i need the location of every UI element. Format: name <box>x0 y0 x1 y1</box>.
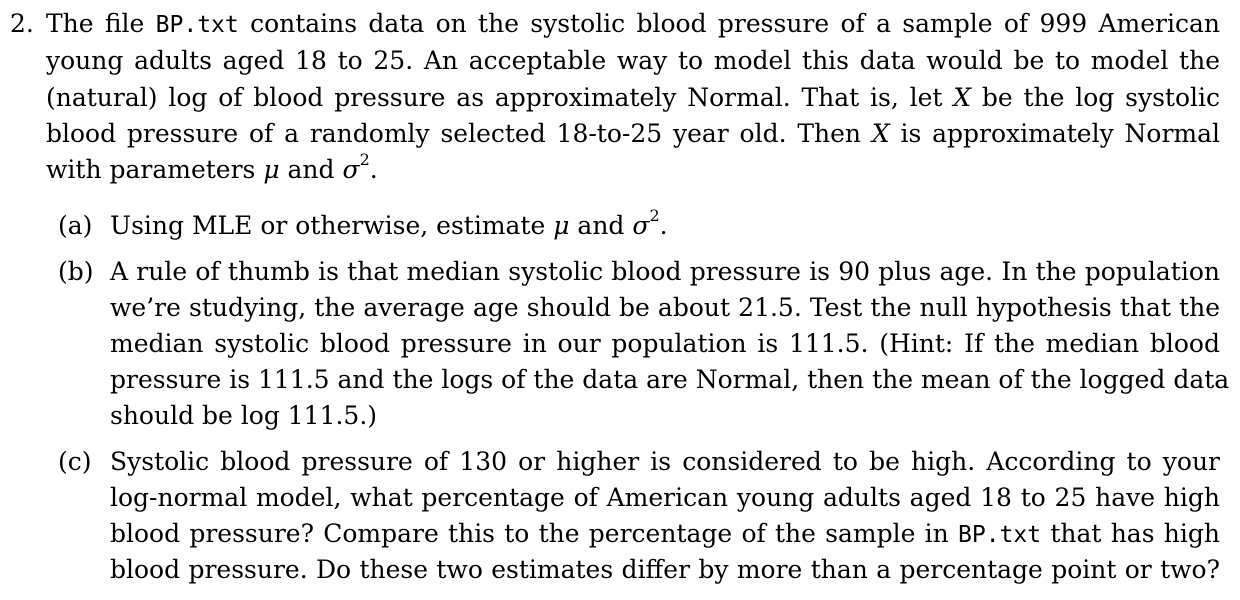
problem-line-2: young adults aged 18 to 25. An acceptable way to model this data would be to model the <box>46 46 1220 75</box>
text-run: The file <box>46 9 156 38</box>
part-b-line-2: we’re studying, the average age should be about 21.5. Test the null hypothesis that the <box>110 293 1220 322</box>
part-c-line-2: log-normal model, what percentage of American young adults aged 18 to 25 have high <box>110 483 1220 512</box>
problem-line-3 <box>46 80 1220 116</box>
part-b-label: (b) <box>58 257 94 286</box>
text-run: and <box>569 211 633 240</box>
part-b-line-3: median systolic blood pressure in our population is 111.5. (Hint: If the median blood <box>110 329 1220 358</box>
text-run: blood pressure of a randomly selected 18-to-25 year old. Then <box>46 119 872 148</box>
variable-x: X <box>953 83 972 112</box>
sigma-symbol: σ <box>632 211 650 240</box>
part-b-line-1: A rule of thumb is that median systolic blood pressure is 90 plus age. In the population <box>110 257 1220 286</box>
text-run: . <box>659 211 668 240</box>
part-b-line-5: should be log 111.5.) <box>110 401 378 430</box>
problem-number: 2. <box>10 9 34 38</box>
part-a-label: (a) <box>58 211 93 240</box>
filename-code: BP.txt <box>155 12 239 38</box>
text-run: and <box>279 155 343 184</box>
part-c-line-1: Systolic blood pressure of 130 or higher is considered to be high. According to your <box>110 447 1220 476</box>
mu-symbol: μ <box>263 155 280 184</box>
exponent: 2 <box>359 149 370 169</box>
part-b-line-4: pressure is 111.5 and the logs of the data are Normal, then the mean of the logged data <box>110 365 1230 394</box>
part-c-line-3 <box>110 516 1220 552</box>
exponent: 2 <box>649 205 660 225</box>
text-run: that has high <box>1041 519 1220 548</box>
variable-x: X <box>871 119 890 148</box>
text-run: blood pressure? Compare this to the percentage of the sample in <box>110 519 959 548</box>
text-run: contains data on the systolic blood pressure of a sample of 999 American <box>238 9 1221 38</box>
part-a-text <box>110 205 668 244</box>
text-run: is approximately Normal <box>889 119 1220 148</box>
part-c-label: (c) <box>58 447 92 476</box>
problem-line-1 <box>46 6 1220 42</box>
problem-line-5 <box>46 149 378 188</box>
text-run: . <box>369 155 378 184</box>
mu-symbol: μ <box>553 211 570 240</box>
part-c-line-4: blood pressure. Do these two estimates differ by more than a percentage point or two? <box>110 555 1220 584</box>
text-run: be the log systolic <box>971 83 1220 112</box>
problem-line-4 <box>46 116 1220 152</box>
sigma-symbol: σ <box>342 155 360 184</box>
text-run: Using MLE or otherwise, estimate <box>110 211 554 240</box>
filename-code: BP.txt <box>958 522 1042 548</box>
text-run: (natural) log of blood pressure as approximately Normal. That is, let <box>46 83 954 112</box>
text-run: with parameters <box>46 155 264 184</box>
